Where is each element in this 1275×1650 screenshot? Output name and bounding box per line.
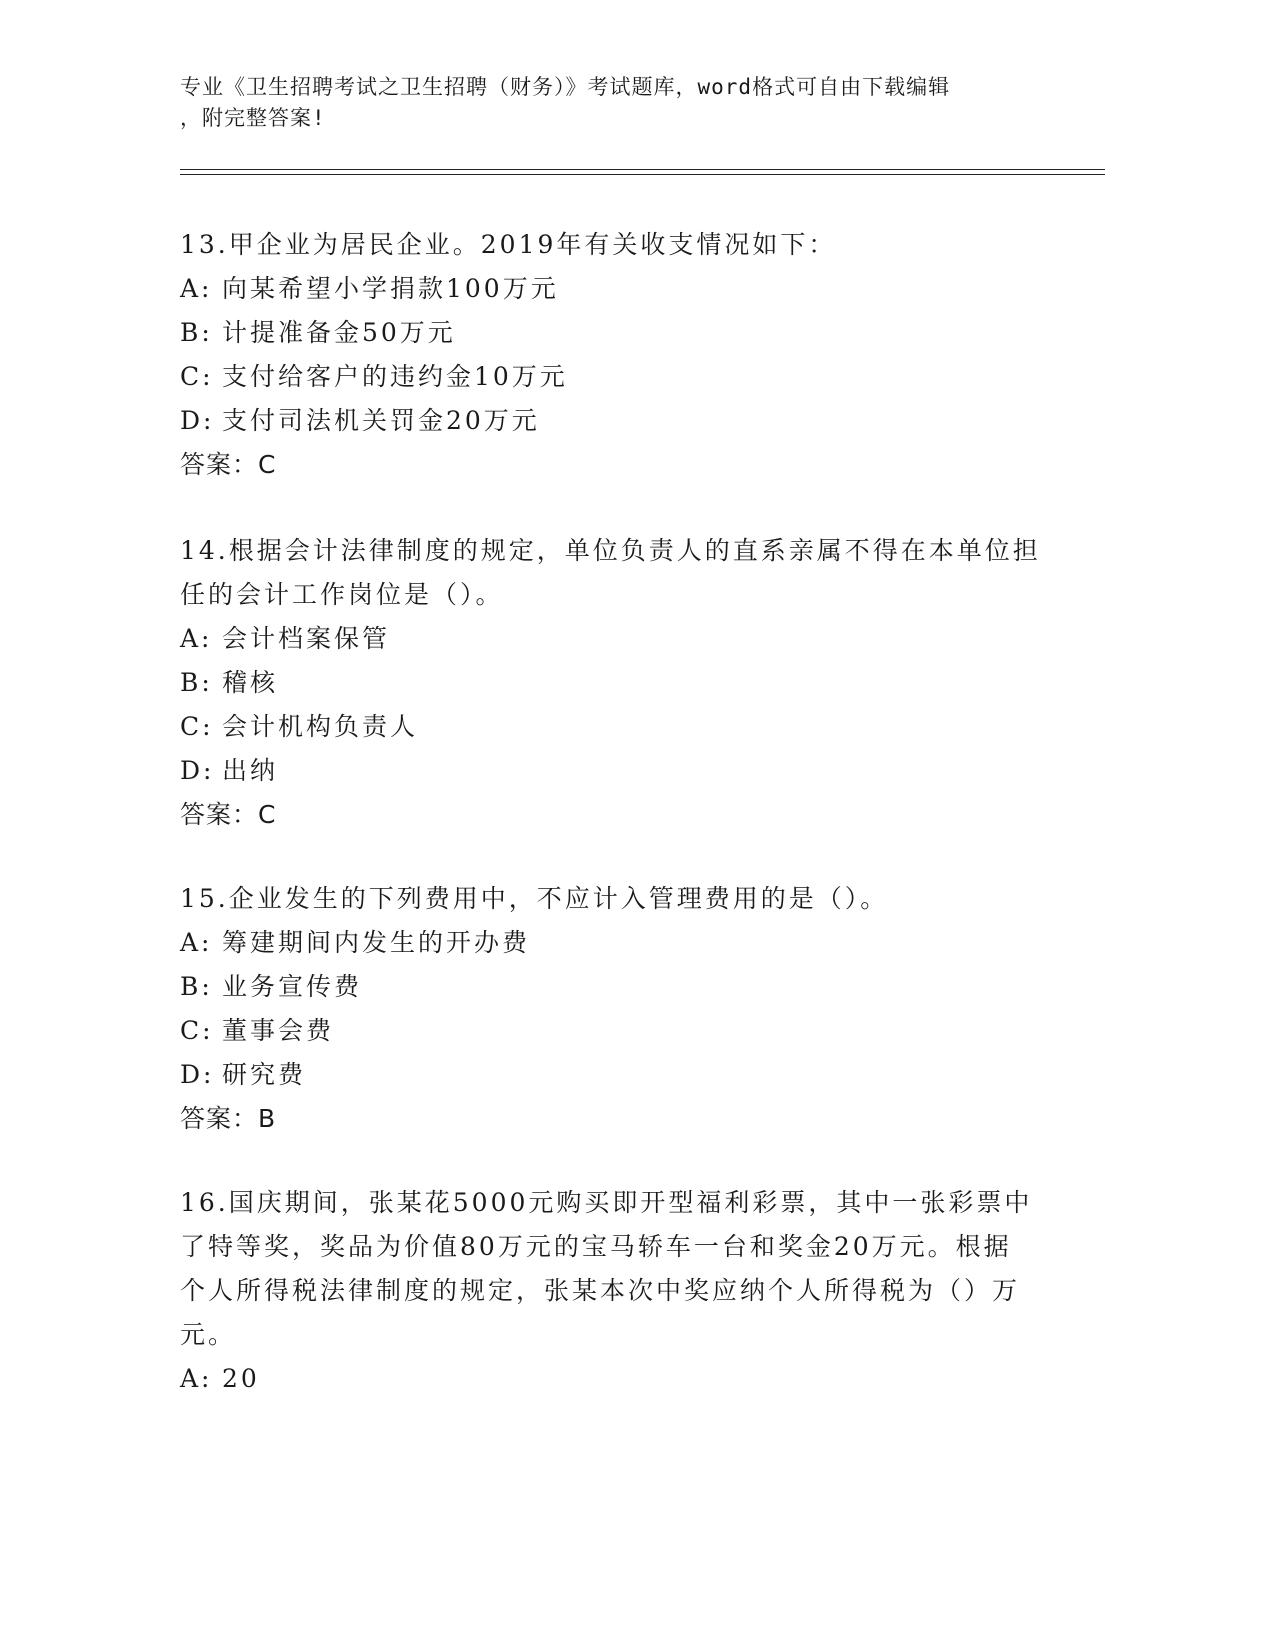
option-text: 向某希望小学捐款100万元 xyxy=(222,274,559,303)
option-a xyxy=(180,1357,1040,1401)
option-text: 出纳 xyxy=(222,756,279,785)
option-letter: A: xyxy=(180,1364,213,1393)
option-text: 会计档案保管 xyxy=(222,624,391,653)
option-letter: C: xyxy=(180,362,214,391)
option-text: 稽核 xyxy=(222,668,279,697)
option-b xyxy=(180,661,1040,705)
option-a xyxy=(180,267,1040,311)
header-divider-bottom xyxy=(180,174,1105,175)
question-stem: 任的会计工作岗位是（）。 xyxy=(180,580,504,609)
question-stem: 15.企业发生的下列费用中，不应计入管理费用的是（）。 xyxy=(180,884,889,913)
option-text: 董事会费 xyxy=(222,1016,335,1045)
option-letter: D: xyxy=(180,756,215,785)
option-letter: C: xyxy=(180,712,214,741)
answer-label: 答案：B xyxy=(180,1104,277,1133)
option-text: 会计机构负责人 xyxy=(222,712,419,741)
option-text: 业务宣传费 xyxy=(222,972,363,1001)
question-14 xyxy=(180,529,1040,837)
question-stem: 16.国庆期间，张某花5000元购买即开型福利彩票，其中一张彩票中 xyxy=(180,1188,1033,1217)
option-letter: B: xyxy=(180,668,213,697)
answer-label: 答案：C xyxy=(180,450,277,479)
option-text: 20 xyxy=(222,1364,260,1393)
question-stem: 13.甲企业为居民企业。2019年有关收支情况如下： xyxy=(180,230,837,259)
option-letter: B: xyxy=(180,972,213,1001)
question-stem: 了特等奖，奖品为价值80万元的宝马轿车一台和奖金20万元。根据 xyxy=(180,1232,1012,1261)
option-c xyxy=(180,355,1040,399)
option-c xyxy=(180,705,1040,749)
answer-label: 答案：C xyxy=(180,800,277,829)
option-a xyxy=(180,921,1040,965)
option-letter: B: xyxy=(180,318,213,347)
question-15 xyxy=(180,877,1040,1141)
option-d xyxy=(180,1053,1040,1097)
option-b xyxy=(180,965,1040,1009)
option-letter: A: xyxy=(180,928,213,957)
question-16 xyxy=(180,1181,1040,1401)
question-stem: 个人所得税法律制度的规定，张某本次中奖应纳个人所得税为（）万 xyxy=(180,1276,1021,1305)
document-header xyxy=(180,72,1050,134)
option-letter: D: xyxy=(180,406,215,435)
option-text: 研究费 xyxy=(222,1060,307,1089)
header-line: 专业《卫生招聘考试之卫生招聘（财务）》考试题库，word格式可自由下载编辑 xyxy=(180,75,951,99)
option-c xyxy=(180,1009,1040,1053)
option-b xyxy=(180,311,1040,355)
option-text: 筹建期间内发生的开办费 xyxy=(222,928,531,957)
question-stem: 元。 xyxy=(180,1320,237,1349)
option-letter: A: xyxy=(180,624,213,653)
option-d xyxy=(180,399,1040,443)
option-a xyxy=(180,617,1040,661)
option-letter: C: xyxy=(180,1016,214,1045)
option-text: 支付司法机关罚金20万元 xyxy=(222,406,540,435)
header-line: ，附完整答案! xyxy=(180,106,326,130)
option-letter: D: xyxy=(180,1060,215,1089)
option-letter: A: xyxy=(180,274,213,303)
option-text: 支付给客户的违约金10万元 xyxy=(222,362,568,391)
header-divider-top xyxy=(180,169,1105,170)
question-stem: 14.根据会计法律制度的规定，单位负责人的直系亲属不得在本单位担 xyxy=(180,536,1041,565)
option-text: 计提准备金50万元 xyxy=(222,318,456,347)
question-13 xyxy=(180,223,1040,487)
option-d xyxy=(180,749,1040,793)
